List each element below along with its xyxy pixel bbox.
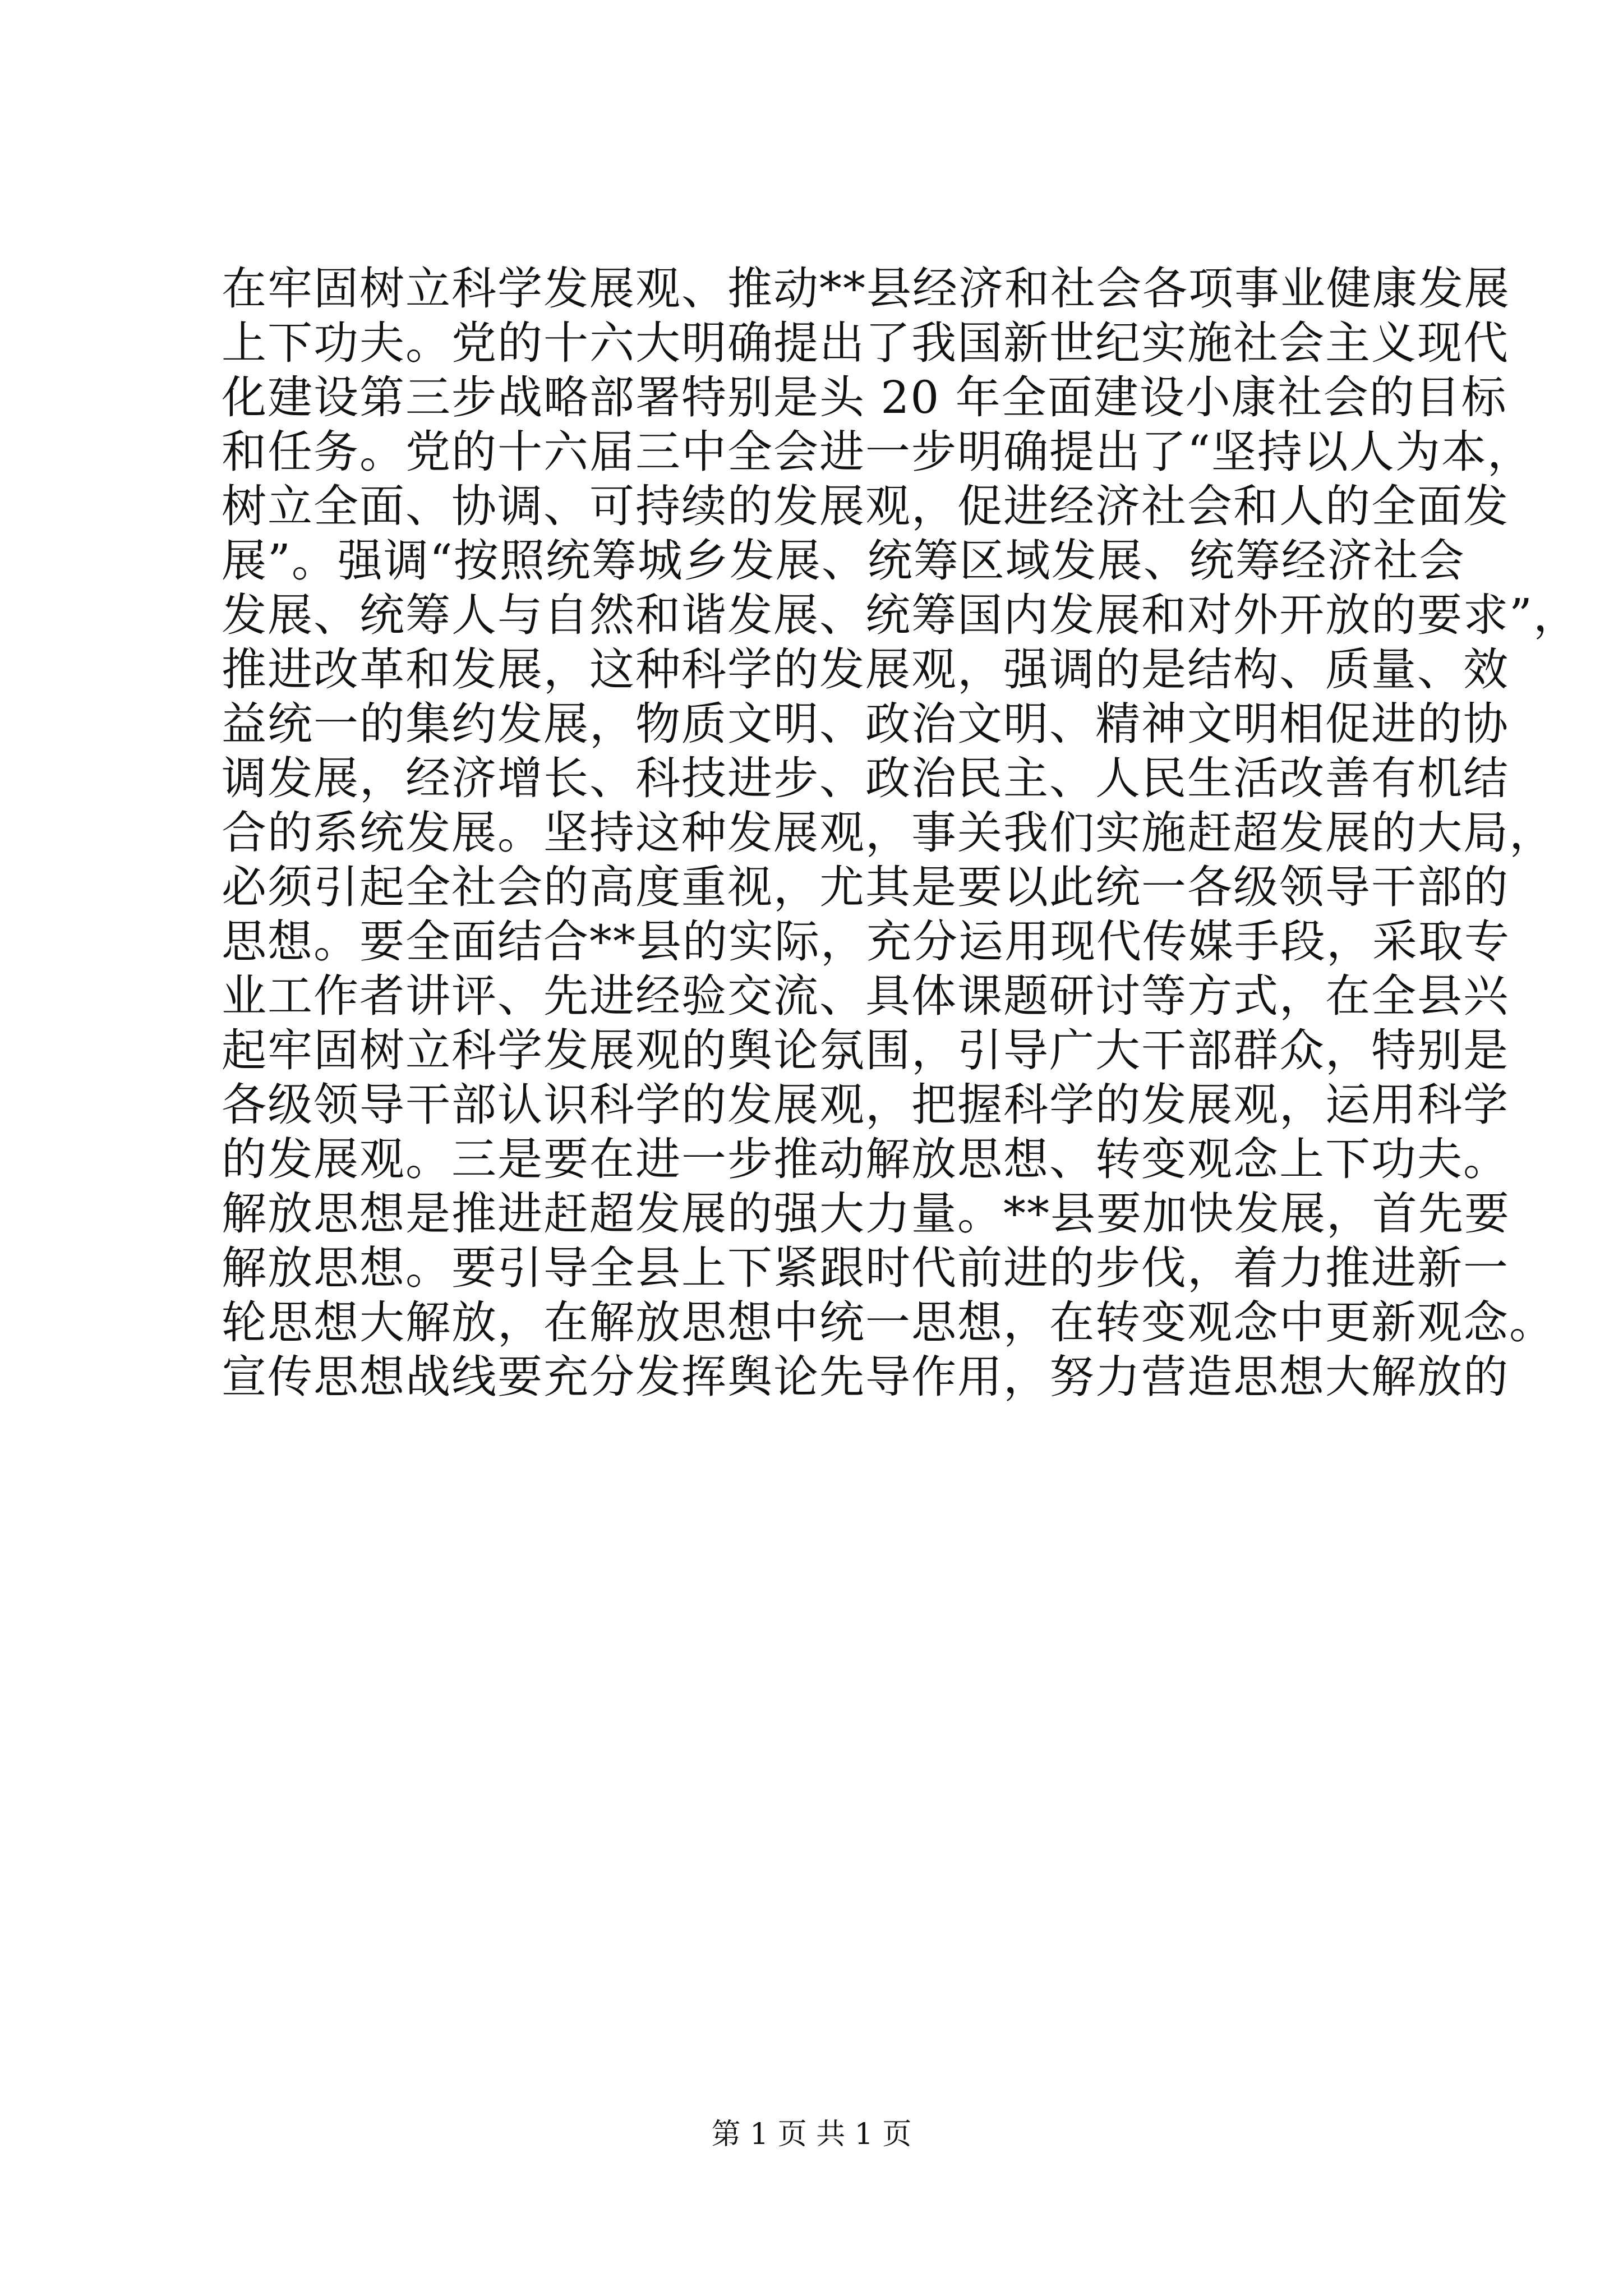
text-line: 轮思想大解放，在解放思想中统一思想，在转变观念中更新观念。 xyxy=(222,1296,1555,1349)
text-line: 推进改革和发展，这种科学的发展观，强调的是结构、质量、效 xyxy=(222,643,1509,696)
text-line: 上下功夫。党的十六大明确提出了我国新世纪实施社会主义现代 xyxy=(222,317,1509,369)
text-line: 发展、统筹人与自然和谐发展、统筹国内发展和对外开放的要求”， xyxy=(222,589,1579,641)
text-line: 树立全面、协调、可持续的发展观，促进经济社会和人的全面发 xyxy=(222,480,1509,532)
text-line: 展”。强调“按照统筹城乡发展、统筹区域发展、统筹经济社会 xyxy=(222,535,1465,587)
text-line: 化建设第三步战略部署特别是头 20 年全面建设小康社会的目标 xyxy=(222,371,1507,424)
text-line: 思想。要全面结合**县的实际，充分运用现代传媒手段，采取专 xyxy=(222,915,1510,968)
text-line: 解放思想。要引导全县上下紧跟时代前进的步伐，着力推进新一 xyxy=(222,1242,1509,1294)
text-line: 益统一的集约发展，物质文明、政治文明、精神文明相促进的协 xyxy=(222,698,1509,750)
text-line: 调发展，经济增长、科技进步、政治民主、人民生活改善有机结 xyxy=(222,752,1509,804)
text-line: 起牢固树立科学发展观的舆论氛围，引导广大干部群众，特别是 xyxy=(222,1024,1509,1076)
text-line: 的发展观。三是要在进一步推动解放思想、转变观念上下功夫。 xyxy=(222,1133,1509,1185)
text-line: 宣传思想战线要充分发挥舆论先导作用，努力营造思想大解放的 xyxy=(222,1351,1509,1403)
body-text xyxy=(222,261,1579,1404)
page-footer: 第 1 页 共 1 页 xyxy=(711,2118,912,2151)
text-line: 合的系统发展。坚持这种发展观，事关我们实施赶超发展的大局， xyxy=(222,807,1555,859)
text-line: 解放思想是推进赶超发展的强大力量。**县要加快发展，首先要 xyxy=(222,1188,1510,1240)
text-line: 各级领导干部认识科学的发展观，把握科学的发展观，运用科学 xyxy=(222,1079,1509,1131)
text-line: 在牢固树立科学发展观、推动**县经济和社会各项事业健康发展 xyxy=(222,263,1510,315)
text-line: 业工作者讲评、先进经验交流、具体课题研讨等方式，在全县兴 xyxy=(222,970,1509,1022)
text-line: 必须引起全社会的高度重视，尤其是要以此统一各级领导干部的 xyxy=(222,861,1509,913)
text-line: 和任务。党的十六届三中全会进一步明确提出了“坚持以人为本， xyxy=(222,426,1533,478)
